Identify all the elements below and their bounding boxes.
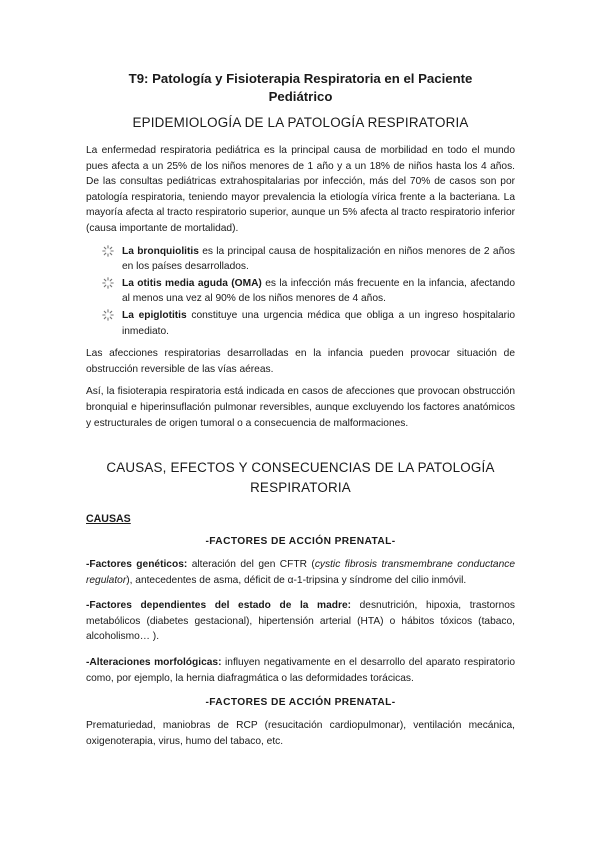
intro-paragraph: La enfermedad respiratoria pediátrica es la principal causa de morbilidad en todo el mundo pues afecta a un 25% de los niños menores de 1 año y a un 18% de niños hasta los 4 años. De las consultas pediátricas extrahospitalarias por infección, más del 70% de casos son por patología respiratoria, teniendo mayor prevalencia la etiología vírica frente a la bacteriana. La mayoría afecta al tracto respiratorio superior, aunque un 5% afecta al tracto respiratorio inferior (causa importante de mortalidad).: [86, 145, 515, 234]
list-item: [86, 308, 515, 339]
sparkle-bullet-icon: [102, 309, 114, 321]
section-heading-causas-efectos: CAUSAS, EFECTOS Y CONSECUENCIAS DE LA PATOLOGÍA RESPIRATORIA: [106, 460, 495, 496]
paragraph-obstruccion: Las afecciones respiratorias desarrolladas en la infancia pueden provocar situación de obstrucción reversible de las vías aéreas.: [86, 348, 515, 375]
paragraph-geneticos: [86, 557, 515, 588]
paragraph-morfologicas: [86, 655, 515, 686]
geneticos-text-b: ), antecedentes de asma, déficit de α-1-tripsina y síndrome del cilio inmóvil.: [126, 574, 467, 586]
list-item: [86, 244, 515, 275]
bullet-text: es la principal causa de hospitalización en niños menores de 2 años en los países desarrollados.: [122, 245, 515, 273]
morfo-label: -Alteraciones morfológicas:: [86, 657, 222, 669]
document-title: T9: Patología y Fisioterapia Respiratoria en el Paciente Pediátrico: [128, 71, 473, 104]
madre-label: -Factores dependientes del estado de la madre:: [86, 600, 352, 612]
madre-text: desnutrición, hipoxia, trastornos metabólicos (diabetes gestacional), hipertensión arterial (HTA) o hábitos tóxicos (tabaco, alcoholismo… ).: [86, 600, 515, 643]
geneticos-italic: cystic fibrosis transmembrane conductance regulator: [86, 559, 515, 586]
paragraph-madre: [86, 598, 515, 645]
sparkle-bullet-icon: [102, 245, 114, 257]
factores-heading-1: -FACTORES DE ACCIÓN PRENATAL-: [205, 536, 396, 548]
bullet-list: [86, 244, 515, 340]
paragraph-fisioterapia: Así, la fisioterapia respiratoria está indicada en casos de afecciones que provocan obstrucción bronquial e hiperinsuflación pulmonar reversibles, aunque excluyendo los factores anatómicos y estructurales de origen tumoral o a consecuencia de malformaciones.: [86, 386, 515, 429]
section-heading-epidemiologia: EPIDEMIOLOGÍA DE LA PATOLOGÍA RESPIRATORIA: [132, 115, 469, 130]
causas-label: CAUSAS: [86, 513, 131, 526]
bullet-bold: La epiglotitis: [122, 309, 187, 321]
geneticos-text-a: alteración del gen CFTR (: [187, 559, 315, 571]
bullet-bold: La bronquiolitis: [122, 245, 199, 257]
bullet-bold: La otitis media aguda (OMA): [122, 277, 262, 289]
paragraph-postnatal: Prematuriedad, maniobras de RCP (resucitación cardiopulmonar), ventilación mecánica, oxigenoterapia, virus, humo del tabaco, etc.: [86, 720, 515, 747]
bullet-text: es la infección más frecuente en la infancia, afectando al menos una vez al 90% de los niños menores de 4 años.: [122, 277, 516, 305]
list-item: [86, 276, 515, 307]
morfo-text: influyen negativamente en el desarrollo del aparato respiratorio como, por ejemplo, la hernia diafragmática o las deformidades torácicas.: [86, 657, 516, 684]
geneticos-label: -Factores genéticos:: [86, 559, 188, 571]
sparkle-bullet-icon: [102, 277, 114, 289]
factores-heading-2: -FACTORES DE ACCIÓN PRENATAL-: [205, 697, 396, 709]
document-page: [86, 70, 515, 749]
bullet-text: constituye una urgencia médica que obliga a un ingreso hospitalario inmediato.: [122, 309, 515, 337]
